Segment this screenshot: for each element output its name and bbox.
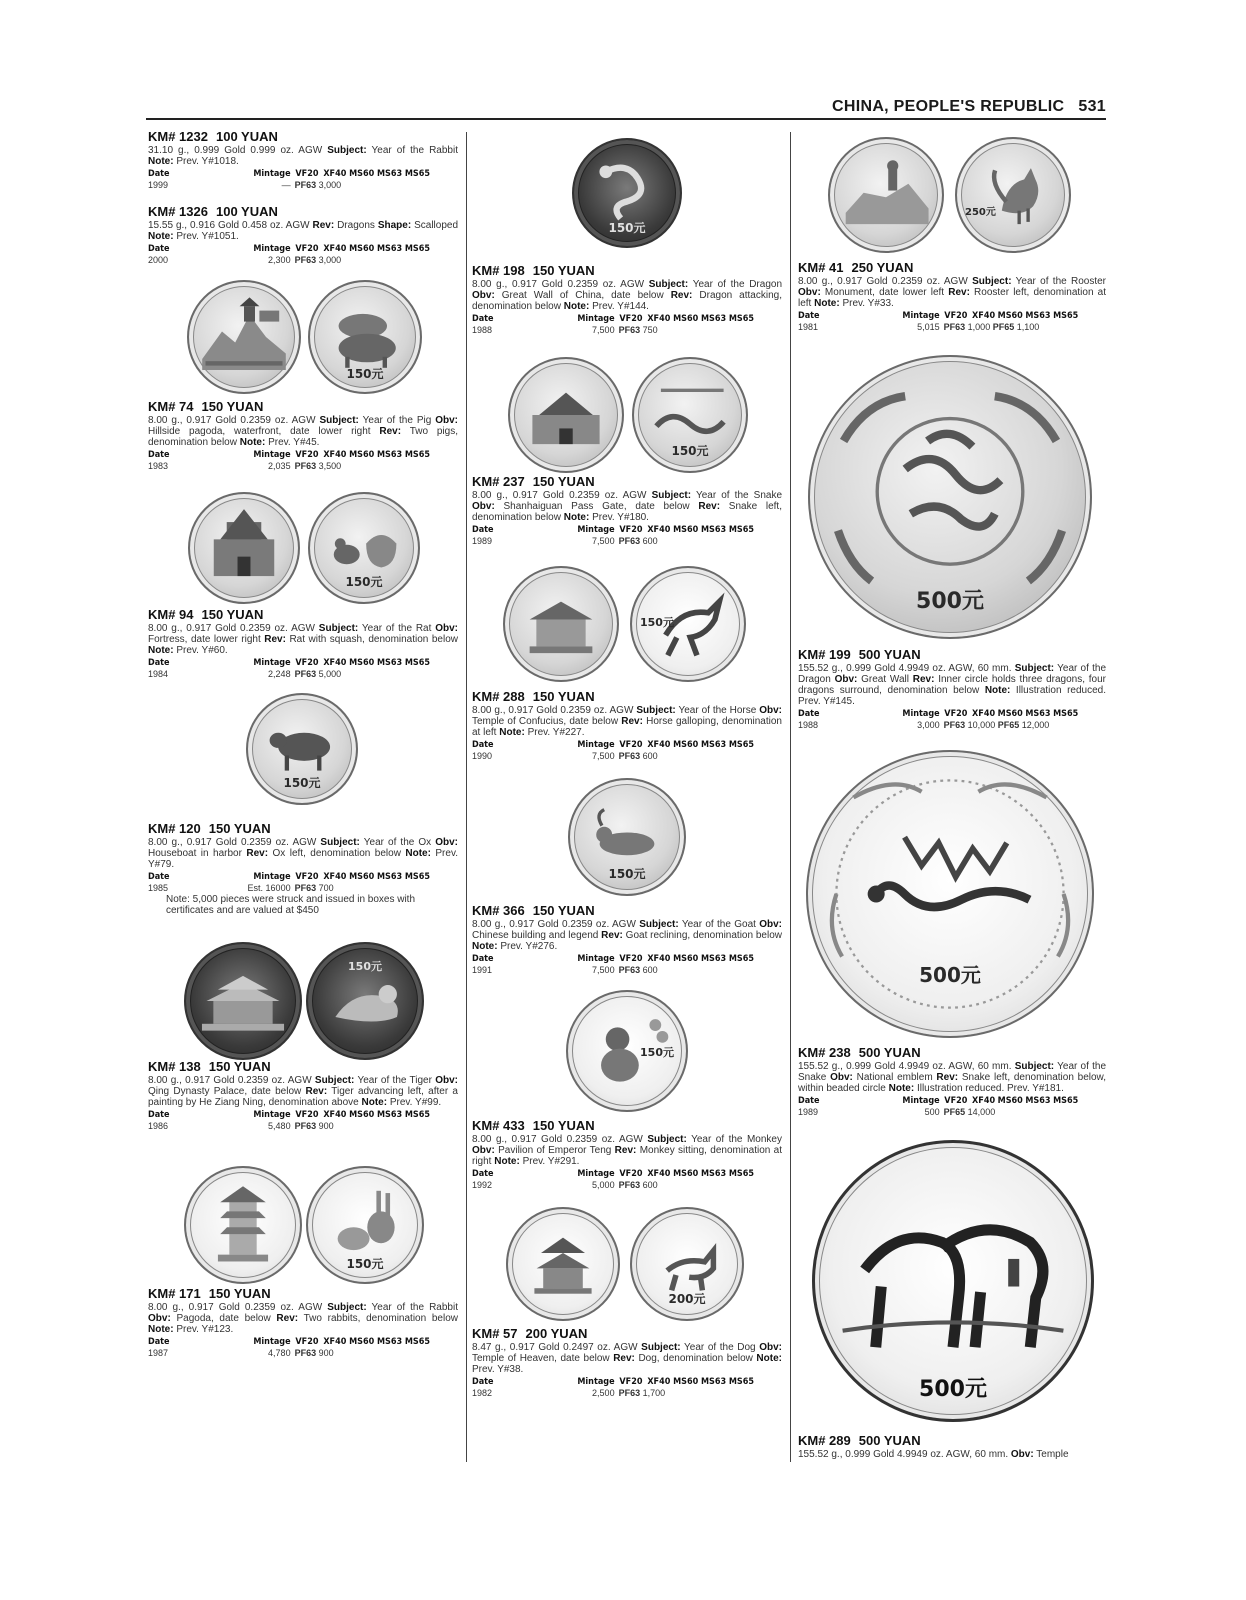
entry-heading: KM# 74 150 YUAN [148,399,264,414]
price-table-row: 1982 2,500 PF63 1,700 [472,1388,666,1398]
temple-of-heaven-icon [508,1209,618,1319]
coin-km138-reverse [306,942,424,1060]
entry-heading: KM# 237 150 YUAN [472,474,595,489]
coin-km237-obverse [508,357,624,473]
price-table-row: 1999 — PF63 3,000 [148,180,342,190]
price-table-row: 1983 2,035 PF63 3,500 [148,461,342,471]
entry-km199 [798,648,1106,731]
price-table-row: 1988 3,000 PF63 10,000 PF65 12,000 [798,720,1050,730]
entry-km289 [798,1434,1106,1460]
coin-km74-obverse [187,280,301,394]
pass-gate-icon [510,359,622,471]
coin-denomination: 500元 [919,963,981,987]
entry-km94 [148,608,458,680]
entry-description: 8.00 g., 0.917 Gold 0.2359 oz. AGW Subject: Year of the Snake Obv: Shanhaiguan Pass Gate, date below Rev: Snake left, denomination below Note: Prev. Y#180. [472,490,783,523]
price-table-header: Date Mintage VF20 XF40 MS60 MS63 MS65 [148,658,431,668]
price-table-header: Date Mintage VF20 XF40 MS60 MS63 MS65 [148,169,431,179]
entry-heading: KM# 1232 100 YUAN [148,129,278,144]
coin-denomination: 150元 [348,960,382,973]
entry-heading: KM# 138 150 YUAN [148,1059,271,1074]
price-table-header: Date Mintage VF20 XF40 MS60 MS63 MS65 [148,244,431,254]
coin-km288-reverse [630,566,746,682]
coin-km171-reverse [306,1166,424,1284]
price-table-header: Date Mintage VF20 XF40 MS60 MS63 MS65 [798,1096,1079,1106]
coin-denomination: 150元 [283,776,321,790]
entry-km57 [472,1327,782,1399]
entry-description: 8.00 g., 0.917 Gold 0.2359 oz. AGW Subject: Year of the Pig Obv: Hillside pagoda, waterfront, date lower right Rev: Two pigs, denomination below Note: Prev. Y#45. [148,415,458,448]
palace-icon [186,944,300,1058]
entry-description: 8.00 g., 0.917 Gold 0.2359 oz. AGW Subject: Year of the Monkey Obv: Pavilion of Emperor Teng Rev: Monkey sitting, denomination at right Note: Prev. Y#291. [472,1134,782,1167]
coin-km120-reverse [246,693,358,805]
entry-description: 155.52 g., 0.999 Gold 4.9949 oz. AGW, 60 mm. Subject: Year of the Dragon Obv: Great Wall Rev: Inner circle holds three dragons, four dragons surround, denomination below Note: Illustration reduced. Prev. Y#145. [798,663,1107,707]
entry-km288 [472,690,782,762]
coin-km238-reverse [806,750,1094,1038]
entry-km433 [472,1119,782,1191]
coin-denomination: 150元 [640,616,674,629]
entry-km41 [798,261,1106,333]
price-table-row: 1984 2,248 PF63 5,000 [148,669,342,679]
coin-km94-reverse [308,492,420,604]
coin-km288-obverse [503,566,619,682]
entry-km237 [472,475,782,547]
entry-description: 8.47 g., 0.917 Gold 0.2497 oz. AGW Subject: Year of the Dog Obv: Temple of Heaven, date below Rev: Dog, denomination below Note: Prev. Y#38. [472,1342,782,1375]
entry-heading: KM# 238 500 YUAN [798,1045,921,1060]
entry-description: 8.00 g., 0.917 Gold 0.2359 oz. AGW Subject: Year of the Rabbit Obv: Pagoda, date below Rev: Two rabbits, denomination below Note: Prev. Y#123. [148,1302,458,1335]
price-table-row: 1992 5,000 PF63 600 [472,1180,658,1190]
entry-heading: KM# 198 150 YUAN [472,263,595,278]
country-title: CHINA, PEOPLE'S REPUBLIC [832,98,1065,115]
entry-heading: KM# 94 150 YUAN [148,607,264,622]
entry-km238 [798,1046,1106,1118]
price-table-row: 1991 7,500 PF63 600 [472,965,658,975]
coin-km74-reverse [308,280,422,394]
entry-description: 8.00 g., 0.917 Gold 0.2359 oz. AGW Subject: Year of the Goat Obv: Chinese building and legend Rev: Goat reclining, denomination below Note: Prev. Y#276. [472,919,783,952]
price-table-header: Date Mintage VF20 XF40 MS60 MS63 MS65 [472,525,755,535]
coin-km41-reverse [955,137,1071,253]
entry-description: 8.00 g., 0.917 Gold 0.2359 oz. AGW Subject: Year of the Tiger Obv: Qing Dynasty Palace, date below Rev: Tiger advancing left, after a painting by He Ziang Ning, denomination above Note: Prev. Y#99. [148,1075,459,1108]
coin-denomination: 150元 [345,575,383,589]
page-number: 531 [1078,98,1106,115]
price-table-header: Date Mintage VF20 XF40 MS60 MS63 MS65 [148,1110,431,1120]
coin-km171-obverse [184,1166,302,1284]
coin-km94-obverse [188,492,300,604]
coin-km199-reverse [808,355,1092,639]
temple-icon [505,568,617,680]
entry-km366 [472,904,782,976]
entry-heading: KM# 199 500 YUAN [798,647,921,662]
price-table-row: 1981 5,015 PF63 1,000 PF65 1,100 [798,322,1040,332]
coin-denomination: 500元 [919,1377,987,1402]
entry-heading: KM# 41 250 YUAN [798,260,914,275]
price-table-header: Date Mintage VF20 XF40 MS60 MS63 MS65 [148,450,431,460]
price-table-header: Date Mintage VF20 XF40 MS60 MS63 MS65 [472,1169,755,1179]
entry-heading: KM# 120 150 YUAN [148,821,271,836]
entry-km120 [148,822,458,916]
entry-km138 [148,1060,458,1132]
price-table-header: Date Mintage VF20 XF40 MS60 MS63 MS65 [798,709,1079,719]
entry-heading: KM# 57 200 YUAN [472,1326,588,1341]
coin-km433-reverse [566,990,688,1112]
coin-denomination: 150元 [608,867,646,881]
coin-km138-obverse [184,942,302,1060]
entry-km198 [472,264,782,336]
price-table-header: Date Mintage VF20 XF40 MS60 MS63 MS65 [472,954,755,964]
coin-km198-reverse [572,138,682,248]
pagoda-hillside-icon [189,282,299,392]
price-table-header: Date Mintage VF20 XF40 MS60 MS63 MS65 [472,740,755,750]
entry-description: 155.52 g., 0.999 Gold 4.9949 oz. AGW, 60 mm. Subject: Year of the Snake Obv: National emblem Rev: Snake left, denomination below, within beaded circle Note: Illustration reduced. Prev. Y#181. [798,1061,1106,1094]
price-table-row: 1987 4,780 PF63 900 [148,1348,334,1358]
column-divider-right [790,132,791,1462]
fortress-icon [190,494,298,602]
price-table-row: 1989 500 PF65 14,000 [798,1107,996,1117]
coin-denomination: 500元 [916,589,984,614]
running-head [146,98,1106,120]
rooster-icon [957,139,1069,251]
price-table-row: 1985 Est. 16000 PF63 700 [148,883,334,893]
pagoda-icon [186,1168,300,1282]
coin-denomination: 200元 [668,1292,706,1306]
entry-heading: KM# 288 150 YUAN [472,689,595,704]
price-table-header: Date Mintage VF20 XF40 MS60 MS63 MS65 [798,311,1079,321]
entry-km1326 [148,205,458,266]
entry-heading: KM# 171 150 YUAN [148,1286,271,1301]
entry-heading: KM# 433 150 YUAN [472,1118,595,1133]
entry-description: 155.52 g., 0.999 Gold 4.9949 oz. AGW, 60 mm. Obv: Temple [798,1449,1069,1460]
column-divider-left [466,132,467,1462]
price-table-header: Date Mintage VF20 XF40 MS60 MS63 MS65 [148,1337,431,1347]
monument-icon [830,139,942,251]
entry-heading: KM# 366 150 YUAN [472,903,595,918]
price-table-row: 1988 7,500 PF63 750 [472,325,658,335]
entry-description: 31.10 g., 0.999 Gold 0.999 oz. AGW Subject: Year of the Rabbit Note: Prev. Y#1018. [148,145,458,167]
price-table-header: Date Mintage VF20 XF40 MS60 MS63 MS65 [148,872,431,882]
price-table-header: Date Mintage VF20 XF40 MS60 MS63 MS65 [472,314,755,324]
snake-beaded-circle-icon [808,752,1092,1036]
entry-description: 8.00 g., 0.917 Gold 0.2359 oz. AGW Subject: Year of the Dragon Obv: Great Wall of China, date below Rev: Dragon attacking, denomination below Note: Prev. Y#144. [472,279,783,312]
coin-denomination: 150元 [640,1046,674,1059]
entry-description: 8.00 g., 0.917 Gold 0.2359 oz. AGW Subject: Year of the Rat Obv: Fortress, date lower right Rev: Rat with squash, denomination below Note: Prev. Y#60. [148,623,459,656]
entry-km171 [148,1287,458,1359]
price-table-row: 1989 7,500 PF63 600 [472,536,658,546]
entry-km1232 [148,130,458,191]
coin-denomination: 150元 [608,221,646,235]
entry-km74 [148,400,458,472]
entry-heading: KM# 289 500 YUAN [798,1433,921,1448]
price-table-row: 1990 7,500 PF63 600 [472,751,658,761]
coin-km41-obverse [828,137,944,253]
coin-denomination: 150元 [346,367,384,381]
entry-heading: KM# 1326 100 YUAN [148,204,278,219]
header-rule [146,118,1106,120]
coin-denomination: 250元 [965,207,996,218]
coin-km289-reverse [812,1140,1094,1422]
coin-km366-reverse [568,778,686,896]
entry-description: 8.00 g., 0.917 Gold 0.2359 oz. AGW Subject: Year of the Horse Obv: Temple of Confucius, date below Rev: Horse galloping, denomination at left Note: Prev. Y#227. [472,705,782,738]
entry-description: 8.00 g., 0.917 Gold 0.2359 oz. AGW Subject: Year of the Rooster Obv: Monument, date lower left Rev: Rooster left, denomination at left Note: Prev. Y#33. [798,276,1106,309]
coin-km57-obverse [506,1207,620,1321]
entry-note: Note: 5,000 pieces were struck and issued in boxes with certificates and are valued at $450 [166,894,416,916]
price-table-row: 1986 5,480 PF63 900 [148,1121,334,1131]
price-table-row: 2000 2,300 PF63 3,000 [148,255,342,265]
coin-denomination: 150元 [671,444,709,458]
price-table-header: Date Mintage VF20 XF40 MS60 MS63 MS65 [472,1377,755,1387]
entry-description: 15.55 g., 0.916 Gold 0.458 oz. AGW Rev: Dragons Shape: Scalloped Note: Prev. Y#1051. [148,220,459,242]
coin-denomination: 150元 [346,1257,384,1271]
coin-km57-reverse [630,1207,744,1321]
coin-km237-reverse [632,357,748,473]
entry-description: 8.00 g., 0.917 Gold 0.2359 oz. AGW Subject: Year of the Ox Obv: Houseboat in harbor Rev: Ox left, denomination below Note: Prev. Y#79. [148,837,459,870]
